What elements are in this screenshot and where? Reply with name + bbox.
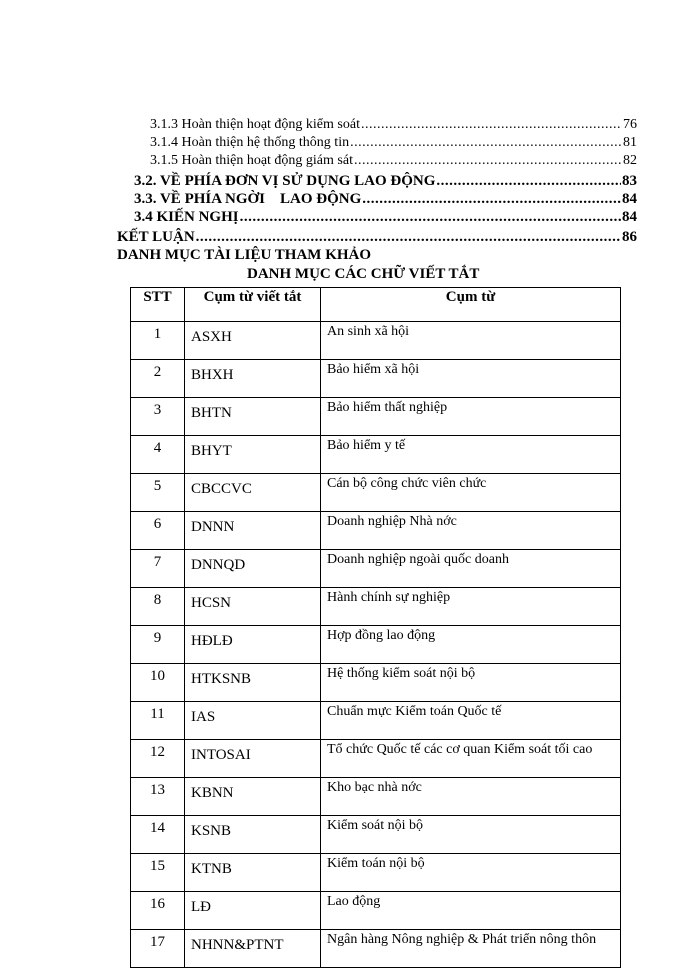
abbreviations-title: DANH MỤC CÁC CHỮ VIẾT TẮT bbox=[247, 266, 480, 282]
column-header-abbreviation: Cụm từ viết tắt bbox=[185, 288, 321, 322]
table-row bbox=[131, 588, 621, 626]
table-row bbox=[131, 322, 621, 360]
abbreviation-cell: DNNN bbox=[185, 512, 321, 550]
table-row bbox=[131, 360, 621, 398]
toc-entry bbox=[134, 208, 637, 226]
full-phrase-cell: Kiểm toán nội bộ bbox=[321, 854, 621, 892]
full-phrase-cell: Hệ thống kiểm soát nội bộ bbox=[321, 664, 621, 702]
toc-entry-page: 84 bbox=[622, 209, 637, 225]
table-row bbox=[131, 930, 621, 968]
abbreviation-cell: HCSN bbox=[185, 588, 321, 626]
toc-leader-dots bbox=[354, 152, 622, 170]
full-phrase-cell: Bảo hiểm y tế bbox=[321, 436, 621, 474]
full-phrase-cell: Hành chính sự nghiệp bbox=[321, 588, 621, 626]
abbreviations-table bbox=[130, 287, 621, 968]
table-row bbox=[131, 816, 621, 854]
toc-entry bbox=[134, 190, 637, 208]
table-row bbox=[131, 892, 621, 930]
references-heading: DANH MỤC TÀI LIỆU THAM KHẢO bbox=[117, 247, 372, 263]
stt-cell: 16 bbox=[131, 892, 185, 930]
stt-cell: 7 bbox=[131, 550, 185, 588]
stt-cell: 13 bbox=[131, 778, 185, 816]
full-phrase-cell: Bảo hiểm xã hội bbox=[321, 360, 621, 398]
abbreviation-cell: BHXH bbox=[185, 360, 321, 398]
stt-cell: 2 bbox=[131, 360, 185, 398]
full-phrase-cell: Doanh nghiệp ngoài quốc doanh bbox=[321, 550, 621, 588]
stt-cell: 9 bbox=[131, 626, 185, 664]
full-phrase-cell: Hợp đồng lao động bbox=[321, 626, 621, 664]
table-row bbox=[131, 854, 621, 892]
abbreviation-cell: ASXH bbox=[185, 322, 321, 360]
abbreviation-cell: BHYT bbox=[185, 436, 321, 474]
full-phrase-cell: Ngân hàng Nông nghiệp & Phát triển nông thôn bbox=[321, 930, 621, 968]
toc-entry-label: 3.1.4 Hoàn thiện hệ thống thông tin bbox=[150, 135, 350, 150]
table-row bbox=[131, 626, 621, 664]
full-phrase-cell: Lao động bbox=[321, 892, 621, 930]
full-phrase-cell: Kiểm soát nội bộ bbox=[321, 816, 621, 854]
column-header-full-phrase: Cụm từ bbox=[321, 288, 621, 322]
stt-cell: 14 bbox=[131, 816, 185, 854]
toc-entry-label: 3.2. VỀ PHÍA ĐƠN VỊ SỬ DỤNG LAO ĐỘNG bbox=[134, 173, 436, 189]
table-row bbox=[131, 664, 621, 702]
table-row bbox=[131, 474, 621, 512]
stt-cell: 15 bbox=[131, 854, 185, 892]
toc-entry-page: 76 bbox=[623, 117, 637, 132]
table-row bbox=[131, 740, 621, 778]
toc-entry bbox=[150, 152, 637, 170]
abbreviation-cell: HĐLĐ bbox=[185, 626, 321, 664]
abbreviation-cell: DNNQD bbox=[185, 550, 321, 588]
toc-entry-label: 3.1.5 Hoàn thiện hoạt động giám sát bbox=[150, 153, 353, 168]
toc-entry-page: 81 bbox=[623, 135, 637, 150]
stt-cell: 6 bbox=[131, 512, 185, 550]
toc-entry-page: 82 bbox=[623, 153, 637, 168]
full-phrase-cell: An sinh xã hội bbox=[321, 322, 621, 360]
toc-entry bbox=[150, 116, 637, 134]
full-phrase-cell: Doanh nghiệp Nhà nớc bbox=[321, 512, 621, 550]
abbreviation-cell: NHNN&PTNT bbox=[185, 930, 321, 968]
full-phrase-cell: Cán bộ công chức viên chức bbox=[321, 474, 621, 512]
toc-entry-page: 86 bbox=[622, 229, 637, 245]
toc-entry-page: 84 bbox=[622, 191, 637, 207]
stt-cell: 10 bbox=[131, 664, 185, 702]
toc-entry-label: 3.1.3 Hoàn thiện hoạt động kiểm soát bbox=[150, 117, 360, 132]
toc-leader-dots bbox=[362, 190, 621, 208]
table-row bbox=[131, 550, 621, 588]
full-phrase-cell: Kho bạc nhà nớc bbox=[321, 778, 621, 816]
toc-leader-dots bbox=[240, 208, 621, 226]
abbreviation-cell: KBNN bbox=[185, 778, 321, 816]
toc-leader-dots bbox=[350, 134, 622, 152]
toc-leader-dots bbox=[361, 116, 622, 134]
abbreviation-cell: KSNB bbox=[185, 816, 321, 854]
abbreviation-cell: HTKSNB bbox=[185, 664, 321, 702]
stt-cell: 17 bbox=[131, 930, 185, 968]
column-header-stt: STT bbox=[131, 288, 185, 322]
full-phrase-cell: Bảo hiểm thất nghiệp bbox=[321, 398, 621, 436]
abbreviation-cell: LĐ bbox=[185, 892, 321, 930]
table-row bbox=[131, 702, 621, 740]
toc-leader-dots bbox=[196, 228, 621, 246]
table-row bbox=[131, 778, 621, 816]
stt-cell: 4 bbox=[131, 436, 185, 474]
abbreviation-cell: IAS bbox=[185, 702, 321, 740]
toc-entry bbox=[134, 172, 637, 190]
full-phrase-cell: Tổ chức Quốc tế các cơ quan Kiểm soát tối cao bbox=[321, 740, 621, 778]
table-row bbox=[131, 436, 621, 474]
abbreviation-cell: CBCCVC bbox=[185, 474, 321, 512]
stt-cell: 12 bbox=[131, 740, 185, 778]
toc-entry-label: 3.3. VỀ PHÍA NGỜI LAO ĐỘNG bbox=[134, 191, 362, 207]
table-row bbox=[131, 512, 621, 550]
stt-cell: 11 bbox=[131, 702, 185, 740]
full-phrase-cell: Chuẩn mực Kiểm toán Quốc tế bbox=[321, 702, 621, 740]
toc-entry bbox=[150, 134, 637, 152]
toc-entry-label: 3.4 KIẾN NGHỊ bbox=[134, 209, 239, 225]
abbreviation-cell: KTNB bbox=[185, 854, 321, 892]
table-header-row bbox=[131, 288, 621, 322]
stt-cell: 1 bbox=[131, 322, 185, 360]
abbreviation-cell: INTOSAI bbox=[185, 740, 321, 778]
toc-entry-label: KẾT LUẬN bbox=[117, 229, 195, 245]
toc-entry bbox=[117, 228, 637, 246]
stt-cell: 5 bbox=[131, 474, 185, 512]
toc-entry-page: 83 bbox=[622, 173, 637, 189]
stt-cell: 3 bbox=[131, 398, 185, 436]
toc-leader-dots bbox=[436, 172, 621, 190]
table-row bbox=[131, 398, 621, 436]
stt-cell: 8 bbox=[131, 588, 185, 626]
abbreviation-cell: BHTN bbox=[185, 398, 321, 436]
